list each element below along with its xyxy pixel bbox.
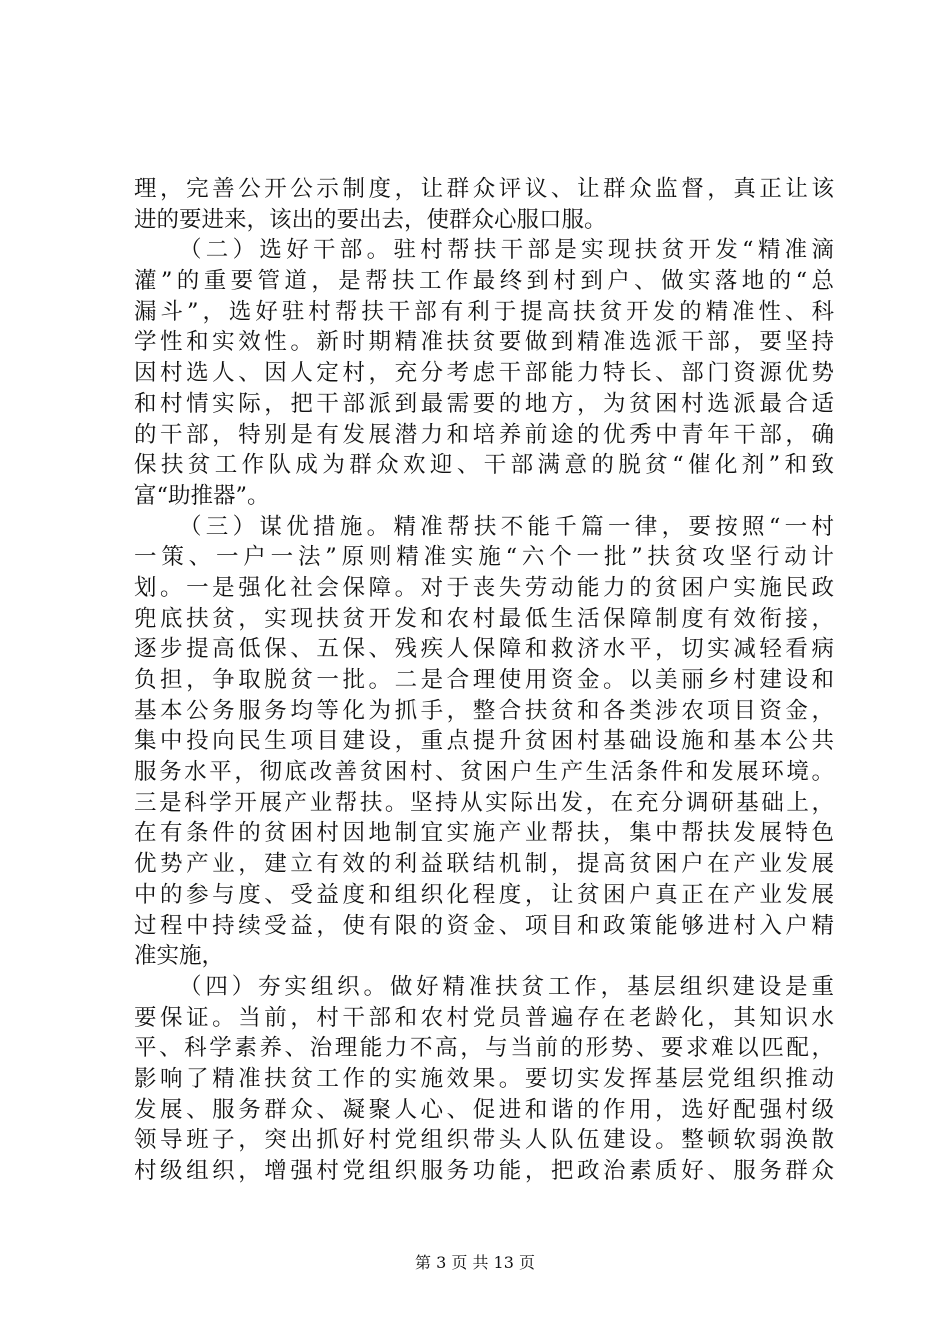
text-line: 平、科学素养、治理能力不高，与当前的形势、要求难以匹配，	[134, 1035, 834, 1062]
text-line: 发展、服务群众、凝聚人心、促进和谐的作用，选好配强村级	[134, 1096, 834, 1123]
text-line: 领导班子，突出抓好村党组织带头人队伍建设。整顿软弱涣散	[134, 1127, 834, 1154]
text-line: 兜底扶贫，实现扶贫开发和农村最低生活保障制度有效衔接，	[134, 605, 834, 632]
text-line: 进的要进来，该出的要出去，使群众心服口服。	[134, 206, 607, 233]
text-line: 集中投向民生项目建设，重点提升贫困村基础设施和基本公共	[134, 728, 834, 755]
text-line: 负担，争取脱贫一批。二是合理使用资金。以美丽乡村建设和	[134, 667, 834, 693]
text-line: 灌”的重要管道，是帮扶工作最终到村到户、做实落地的“总	[134, 268, 834, 295]
text-line: 村级组织，增强村党组织服务功能，把政治素质好、服务群众	[134, 1158, 834, 1184]
text-line: 一策、一户一法”原则精准实施“六个一批”扶贫攻坚行动计	[134, 544, 834, 571]
text-line: 划。一是强化社会保障。对于丧失劳动能力的贫困户实施民政	[134, 574, 834, 601]
text-line: 影响了精准扶贫工作的实施效果。要切实发挥基层党组织推动	[134, 1065, 834, 1092]
text-line: 服务水平，彻底改善贫困村、贫困户生产生活条件和发展环境。	[134, 759, 834, 786]
page-footer: 第 3 页 共 13 页	[415, 1253, 535, 1272]
text-line: （四）夯实组织。做好精准扶贫工作，基层组织建设是重	[179, 973, 834, 1000]
text-line: 保扶贫工作队成为群众欢迎、干部满意的脱贫“催化剂”和致	[134, 452, 834, 479]
text-line: 要保证。当前，村干部和农村党员普遍存在老龄化，其知识水	[134, 1004, 834, 1031]
text-line: 理，完善公开公示制度，让群众评议、让群众监督，真正让该	[134, 176, 834, 202]
text-line: （三）谋优措施。精准帮扶不能千篇一律，要按照“一村	[179, 513, 834, 540]
text-line: 的干部，特别是有发展潜力和培养前途的优秀中青年干部，确	[134, 421, 834, 448]
text-line: 优势产业，建立有效的利益联结机制，提高贫困户在产业发展	[134, 851, 834, 878]
text-line: 漏斗”，选好驻村帮扶干部有利于提高扶贫开发的精准性、科	[134, 298, 834, 325]
text-line: 在有条件的贫困村因地制宜实施产业帮扶，集中帮扶发展特色	[134, 820, 834, 847]
text-line: 过程中持续受益，使有限的资金、项目和政策能够进村入户精	[134, 912, 834, 939]
text-line: （二）选好干部。驻村帮扶干部是实现扶贫开发“精准滴	[179, 237, 834, 264]
text-line: 基本公务服务均等化为抓手，整合扶贫和各类涉农项目资金，	[134, 697, 834, 724]
text-line: 准实施，	[134, 943, 225, 970]
text-line: 因村选人、因人定村，充分考虑干部能力特长、部门资源优势	[134, 360, 834, 387]
text-line: 三是科学开展产业帮扶。坚持从实际出发，在充分调研基础上，	[134, 789, 834, 816]
text-line: 富“助推器”。	[134, 482, 270, 509]
text-line: 中的参与度、受益度和组织化程度，让贫困户真正在产业发展	[134, 881, 834, 908]
document-body	[134, 174, 834, 1187]
text-line: 逐步提高低保、五保、残疾人保障和救济水平，切实减轻看病	[134, 636, 834, 663]
text-line: 和村情实际，把干部派到最需要的地方，为贫困村选派最合适	[134, 390, 834, 417]
text-line: 学性和实效性。新时期精准扶贫要做到精准选派干部，要坚持	[134, 329, 834, 356]
